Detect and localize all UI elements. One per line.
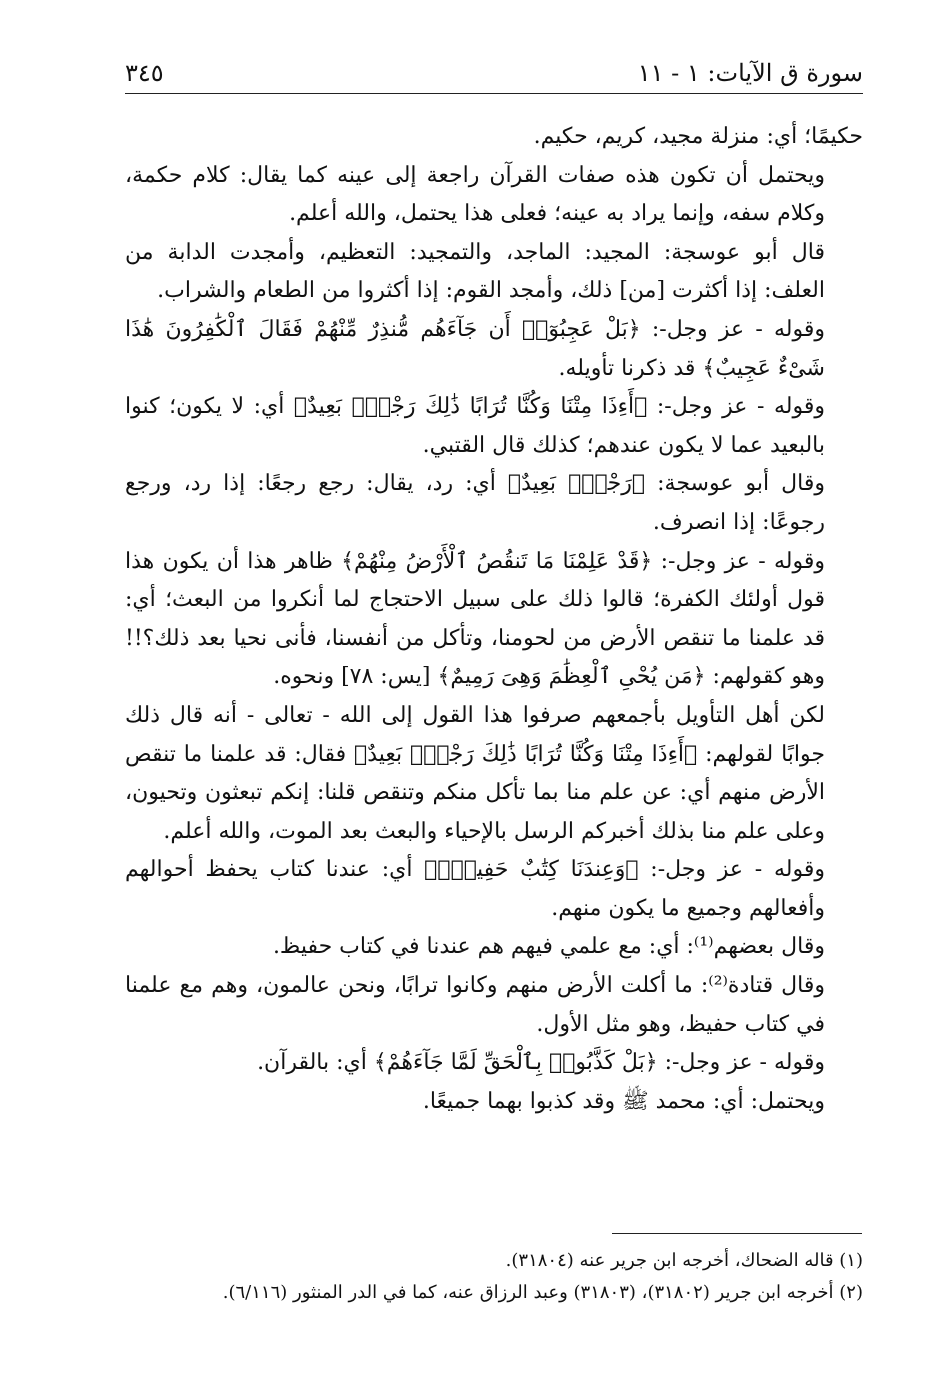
header-divider bbox=[125, 93, 863, 94]
paragraph: وقال بعضهم⁽¹⁾: أي: مع علمي فيهم هم عندنا في كتاب حفيظ. bbox=[272, 934, 825, 960]
footnote: (٢) أخرجه ابن جرير (٣١٨٠٢)، (٣١٨٠٣) وعبد الرزاق عنه، كما في الدر المنثور (٦/١١٦). bbox=[222, 1282, 863, 1303]
paragraph: وقوله - عز وجل-: ﴿وَعِندَنَا كِتَٰبٌ حَفِيظٌۢ﴾ أي: عندنا كتاب يحفظ أحوالهم وأفعالهم وجميع ما يكون منهم. bbox=[125, 857, 825, 921]
paragraph: وقال أبو عوسجة: ﴿رَجْعٌۢ بَعِيدٌ﴾ أي: رد، يقال: رجع رجعًا: إذا رد، ورجع رجوعًا: إذا انصرف. bbox=[125, 471, 825, 535]
paragraph: قال أبو عوسجة: المجيد: الماجد، والتمجيد: التعظيم، وأمجدت الدابة من العلف: إذا أكثرت [من] ذلك، وأمجد القوم: إذا أكثروا من الطعام والشراب. bbox=[125, 239, 825, 304]
paragraph: وقوله - عز وجل-: ﴿بَلْ عَجِبُوٓا۟ أَن جَآءَهُم مُّنذِرٌ مِّنْهُمْ فَقَالَ ٱلْكَٰفِرُونَ هَٰذَا شَىْءٌ عَجِيبٌ﴾ قد ذكرنا تأويله. bbox=[125, 316, 825, 381]
paragraph: وقوله - عز وجل-: ﴿قَدْ عَلِمْنَا مَا تَنقُصُ ٱلْأَرْضُ مِنْهُمْ﴾ ظاهر هذا أن يكون هذا قول أولئك الكفرة؛ قالوا ذلك على سبيل الاحتجاج لما أنكروا من البعث؛ أي: قد علمنا ما تنقص الأرض من لحومنا، وتأكل من أنفسنا، فأنى نحيا بعد ذلك؟!! وهو كقولهم: ﴿مَن يُحْىِ ٱلْعِظَٰمَ وَهِىَ رَمِيمٌ﴾ [يس: ٧٨] ونحوه. bbox=[125, 548, 825, 690]
footnote: (١) قاله الضحاك، أخرجه ابن جرير عنه (٣١٨٠٤). bbox=[505, 1250, 863, 1271]
paragraph: حكيمًا؛ أي: منزلة مجيد، كريم، حكيم. bbox=[533, 124, 863, 149]
paragraph: وقال قتادة⁽²⁾: ما أكلت الأرض منهم وكانوا ترابًا، ونحن عالمون، وهم مع علمنا في كتاب حفيظ، وهو مثل الأول. bbox=[125, 973, 826, 1037]
running-title: سورة ق الآيات: ١ - ١١ bbox=[637, 59, 863, 87]
paragraph: ويحتمل: أي: محمد ﷺ وقد كذبوا بهما جميعًا. bbox=[422, 1088, 825, 1114]
main-text bbox=[125, 118, 863, 1121]
paragraph: لكن أهل التأويل بأجمعهم صرفوا هذا القول إلى الله - تعالى - أنه قال ذلك جوابًا لقولهم: ﴿أَءِذَا مِتْنَا وَكُنَّا تُرَابًا ذَٰلِكَ رَجْعٌۢ بَعِيدٌ﴾ فقال: قد علمنا ما تنقص الأرض منهم أي: عن علم منا بما تأكل منكم وتنقص قلنا: إنكم تبعثون وتحيون، وعلى علم منا بذلك أخبركم الرسل بالإحياء والبعث بعد الموت، والله أعلم. bbox=[125, 702, 825, 844]
running-header bbox=[125, 55, 863, 91]
paragraph: وقوله - عز وجل-: ﴿بَلْ كَذَّبُوا۟ بِٱلْحَقِّ لَمَّا جَآءَهُمْ﴾ أي: بالقرآن. bbox=[257, 1050, 825, 1076]
paragraph: ويحتمل أن تكون هذه صفات القرآن راجعة إلى عينه كما يقال: كلام حكمة، وكلام سفه، وإنما يراد به عينه؛ فعلى هذا يحتمل، والله أعلم. bbox=[125, 162, 825, 227]
footnote-divider bbox=[612, 1233, 862, 1234]
footnotes bbox=[125, 1245, 863, 1309]
page-number: ٣٤٥ bbox=[125, 59, 164, 87]
paragraph: وقوله - عز وجل-: ﴿أَءِذَا مِتْنَا وَكُنَّا تُرَابًا ذَٰلِكَ رَجْعٌۢ بَعِيدٌ﴾ أي: لا يكون؛ كنوا بالبعيد عما لا يكون عندهم؛ كذلك قال القتبي. bbox=[125, 394, 825, 458]
